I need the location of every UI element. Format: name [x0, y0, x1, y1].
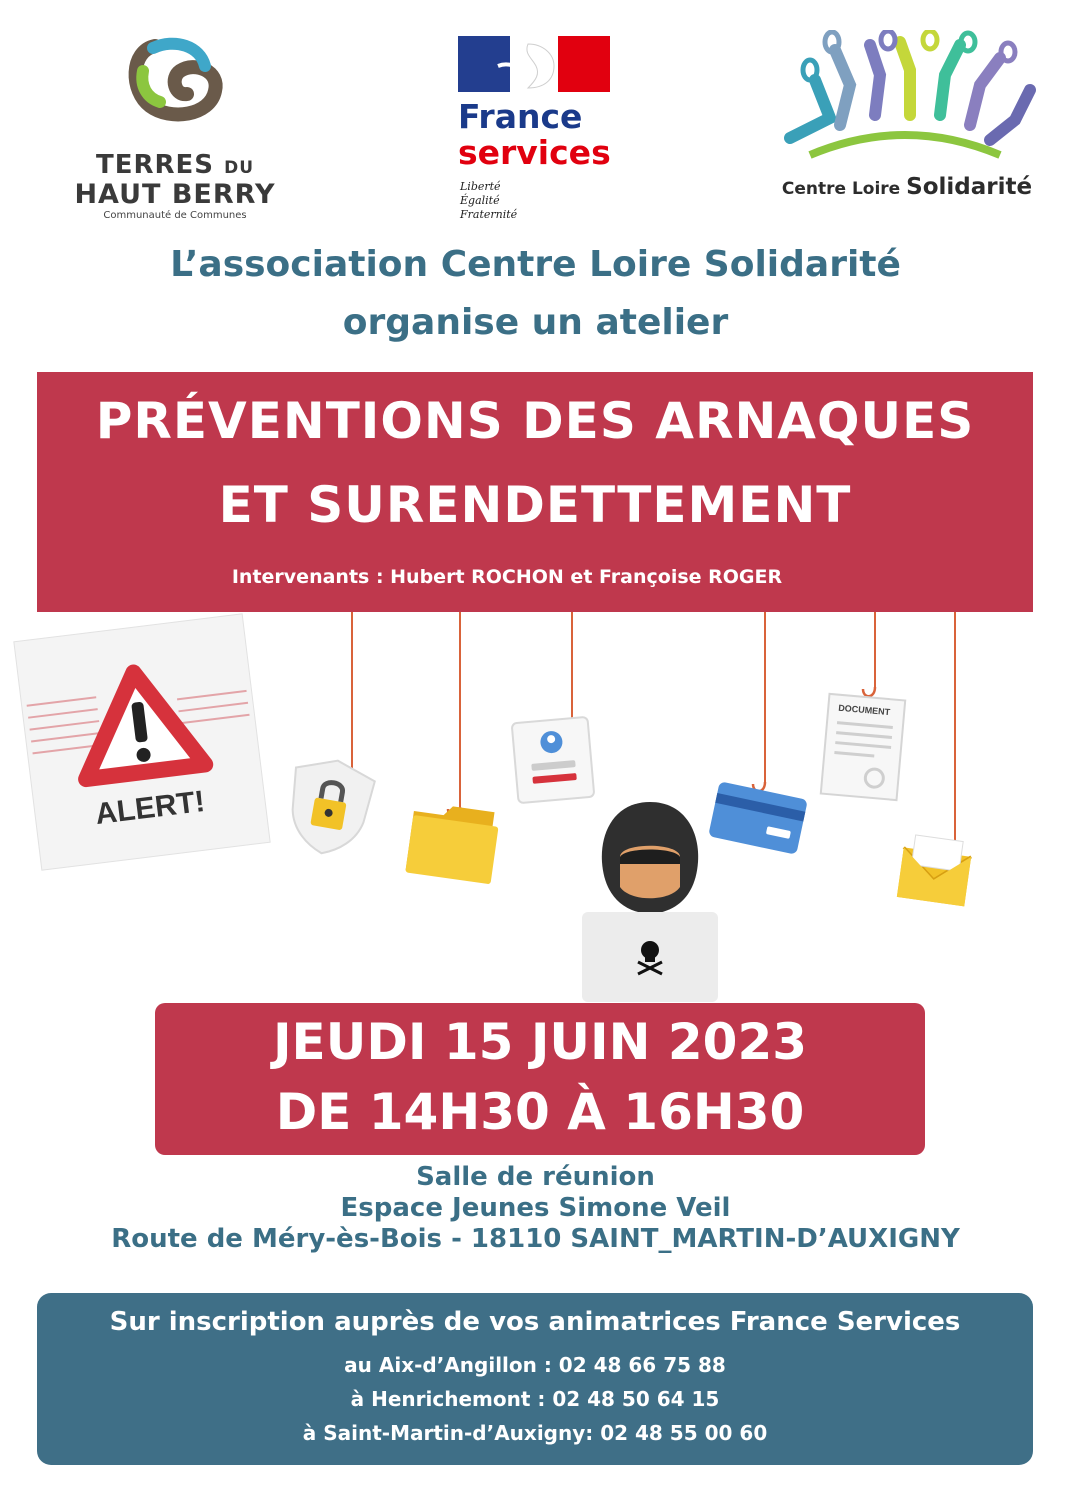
workshop-title-line1: PRÉVENTIONS DES ARNAQUES — [95, 392, 975, 450]
workshop-title-banner — [37, 372, 1033, 612]
phishing-hooks-illustration — [0, 612, 1071, 1002]
terres-subtitle: Communauté de Communes — [103, 210, 247, 221]
hacker-figure — [582, 802, 718, 1002]
registration-box — [37, 1293, 1033, 1465]
login-form-icon — [512, 717, 595, 803]
terres-du-haut-berry-logo — [70, 36, 280, 226]
centre-loire-solidarite-logo — [770, 30, 1040, 210]
scam-illustration — [0, 612, 1071, 1002]
alert-label: ALERT! — [93, 784, 207, 832]
contact-henrichemont: à Henrichemont : 02 48 50 64 15 — [350, 1387, 720, 1411]
document-icon — [821, 694, 905, 800]
cls-wordmark: Centre Loire Solidarité — [781, 174, 1033, 200]
republic-motto: Liberté Égalité Fraternité — [460, 180, 518, 221]
services-word: services — [458, 133, 611, 172]
venue-address: Route de Méry-ès-Bois - 18110 SAINT_MARTIN-D’AUXIGNY — [111, 1224, 960, 1254]
venue-building: Espace Jeunes Simone Veil — [340, 1193, 731, 1223]
shield-lock-icon — [282, 754, 377, 860]
people-circle-icon — [770, 30, 1040, 170]
terres-line1: TERRES DU — [95, 150, 254, 180]
contact-saint-martin: à Saint-Martin-d’Auxigny: 02 48 55 00 60 — [302, 1421, 768, 1445]
credit-card-icon — [708, 781, 808, 854]
speakers-line: Intervenants : Hubert ROCHON et Françoise ROGER — [231, 566, 783, 588]
folder-icon — [405, 801, 500, 884]
contact-aix-dangillon: au Aix-d’Angillon : 02 48 66 75 88 — [344, 1353, 726, 1377]
workshop-title-line2: ET SURENDETTEMENT — [218, 476, 852, 534]
terres-line2: HAUT BERRY — [74, 179, 276, 210]
envelope-icon — [897, 834, 973, 907]
event-time: DE 14H30 À 16H30 — [275, 1083, 805, 1141]
france-services-logo — [452, 34, 622, 229]
intro-line-1: L’association Centre Loire Solidarité — [170, 244, 901, 285]
marianne-flag-icon — [458, 36, 610, 92]
terres-swirl-icon — [125, 36, 225, 136]
document-label: DOCUMENT — [837, 702, 891, 718]
alert-card — [14, 614, 270, 870]
france-word: France — [458, 97, 583, 136]
event-date: JEUDI 15 JUIN 2023 — [272, 1013, 808, 1071]
intro-line-2: organise un atelier — [342, 302, 729, 343]
registration-title: Sur inscription auprès de vos animatrices France Services — [109, 1307, 961, 1337]
date-time-box — [155, 1003, 925, 1155]
venue-room: Salle de réunion — [416, 1162, 655, 1192]
